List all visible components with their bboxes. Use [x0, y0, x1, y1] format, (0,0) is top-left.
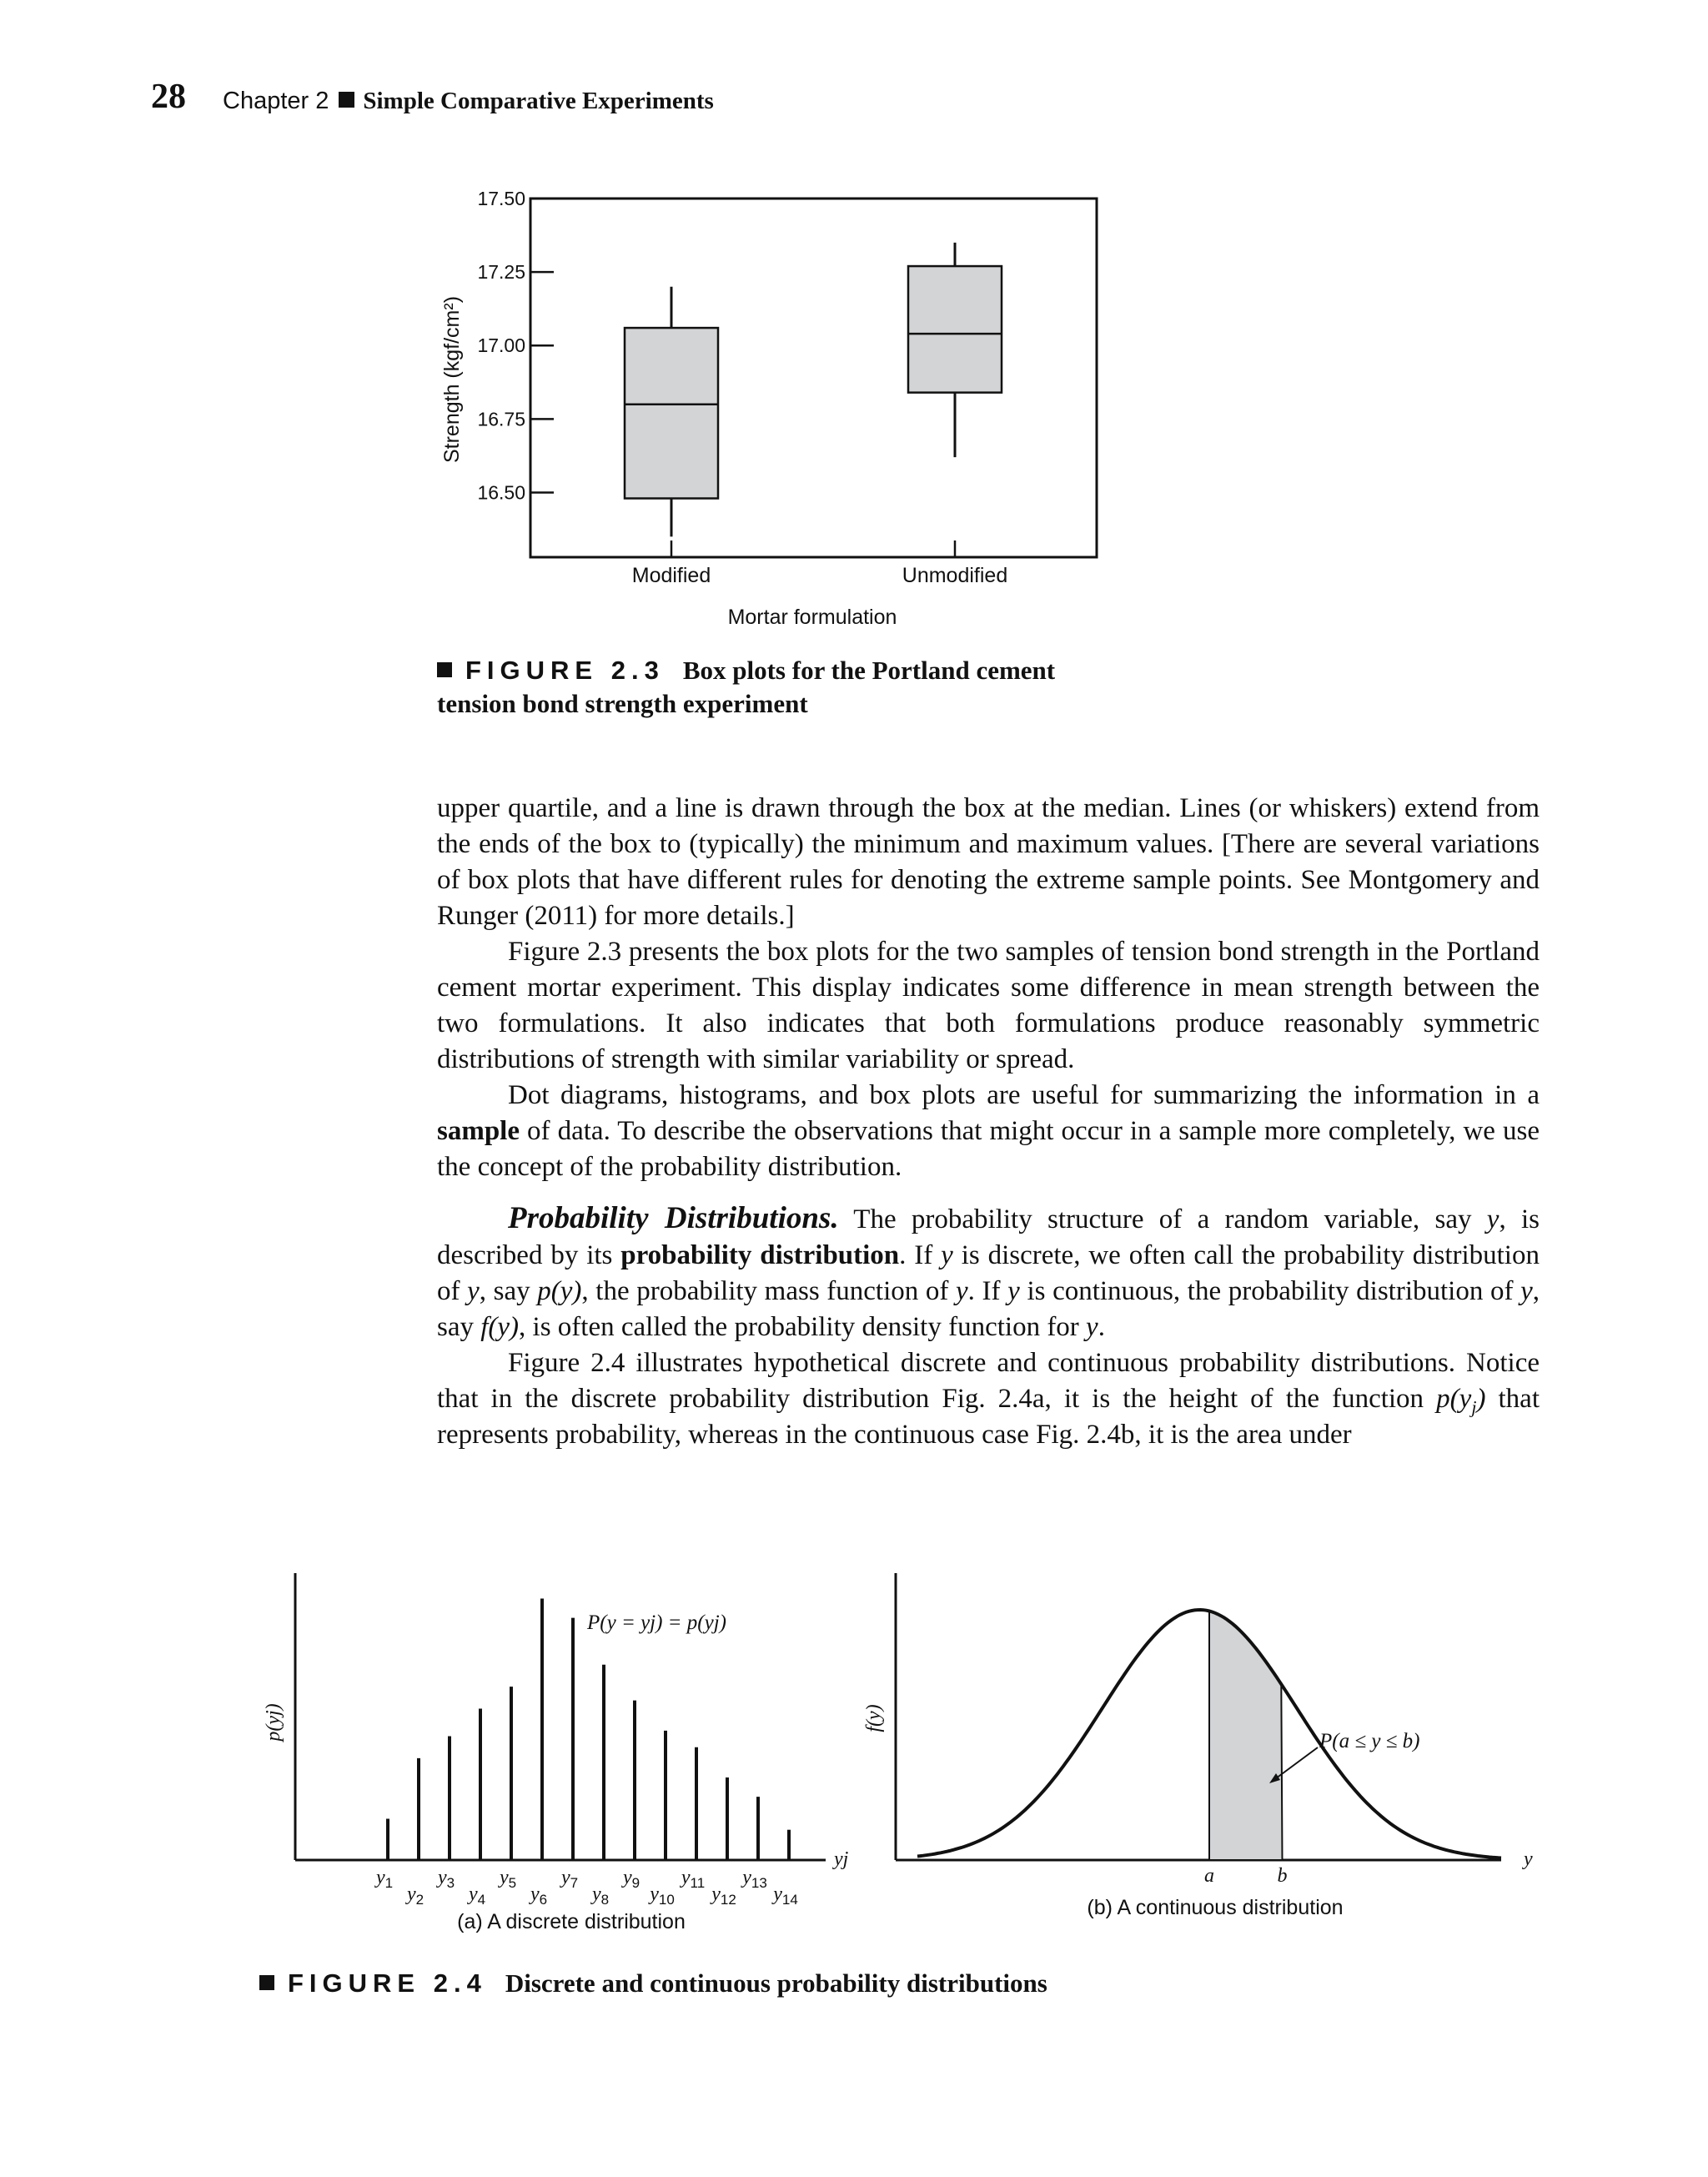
box-modified	[625, 328, 718, 498]
paragraph: Figure 2.3 presents the box plots for the two samples of tension bond strength in the Portland cement mortar experiment. This display indicates some difference in mean strength between the two formulations. It also indicates that both formulations produce reasonably symmetric distributions of strength with similar variability or spread.	[437, 937, 1540, 1074]
annotation: P(a ≤ y ≤ b)	[1319, 1730, 1420, 1752]
x-tick-labels	[374, 1867, 798, 1908]
figure-2-3-boxplot	[417, 184, 1126, 642]
figure-2-4b-continuous	[859, 1560, 1551, 1943]
shaded-area	[1209, 1611, 1283, 1861]
chapter-title: Simple Comparative Experiments	[363, 88, 714, 114]
y-tick-label: 17.00	[477, 334, 525, 357]
plot-frame	[530, 199, 1097, 557]
x-tick-label: $y_{11}$	[681, 1867, 706, 1891]
x-tick-label: $y_2$	[406, 1883, 424, 1908]
boxes	[625, 243, 1002, 536]
paragraph: Dot diagrams, histograms, and box plots are useful for summarizing the information in a sample of data. To describe the observations that might occur in a sample more completely, we use the concept of the probability distribution.	[437, 1080, 1540, 1182]
x-tick-label: $y_8$	[591, 1883, 610, 1908]
x-tick-label: $y_{14}$	[773, 1883, 798, 1908]
x-tick-label: Unmodified	[902, 564, 1008, 587]
x-tick-label: $y_6$	[530, 1883, 548, 1908]
running-header	[223, 88, 714, 115]
x-tick-label: $y_4$	[468, 1883, 486, 1908]
chart-subtitle: (b) A continuous distribution	[1087, 1896, 1344, 1919]
x-tick-label: $y_1$	[375, 1867, 394, 1891]
body-text	[437, 791, 1540, 1453]
x-tick-label: $y_7$	[560, 1867, 579, 1891]
x-axis	[632, 540, 1007, 587]
figure-label: FIGURE 2.3	[465, 656, 665, 685]
y-axis-label: f(y)	[863, 1704, 885, 1732]
paragraph: Figure 2.4 illustrates hypothetical discrete and continuous probability distributions. Notice that in the discrete probability distribution Fig. 2.4a, it is the height of the function $p(y_j)$ that represents probability, whereas in the continuous case Fig. 2.4b, it is the area under	[437, 1348, 1540, 1450]
x-axis-label: y	[1524, 1848, 1533, 1870]
x-tick-label: $y_{13}$	[742, 1867, 767, 1891]
y-axis-label: Strength (kgf/cm²)	[440, 295, 464, 464]
paragraph: Probability Distributions. The probability structure of a random variable, say y, is described by its probability distribution. If y is discrete, we often call the probability distribution of y, say p(y), the probability mass function of y. If y is continuous, the probability distribution of y, say f(y), is often called the probability density function for y.	[437, 1201, 1540, 1342]
annotation: P(y = yj) = p(yj)	[587, 1611, 726, 1634]
y-axis-label: p(yj)	[263, 1703, 284, 1742]
chart-subtitle: (a) A discrete distribution	[457, 1910, 686, 1933]
figure-2-3-caption	[437, 654, 1154, 721]
page-number: 28	[151, 78, 186, 116]
figure-label: FIGURE 2.4	[288, 1968, 487, 1998]
caption-text: tension bond strength experiment	[437, 689, 808, 718]
y-tick-label: 17.50	[477, 188, 525, 209]
bars	[388, 1599, 789, 1861]
x-axis-label: Mortar formulation	[727, 606, 897, 629]
interval-label-b: b	[1277, 1865, 1288, 1887]
figure-2-4a-discrete	[259, 1560, 867, 1943]
interval-label-a: a	[1204, 1865, 1214, 1887]
y-tick-label: 17.25	[477, 261, 525, 284]
box-unmodified	[908, 266, 1002, 393]
x-tick-label: $y_5$	[499, 1867, 517, 1891]
chapter-label: Chapter 2	[223, 88, 329, 114]
x-axis-label: yj	[834, 1848, 849, 1870]
y-axis	[477, 188, 554, 503]
x-tick-label: $y_{12}$	[711, 1883, 736, 1908]
x-tick-label: $y_3$	[437, 1867, 455, 1891]
section-heading: Probability Distributions.	[508, 1201, 839, 1235]
x-tick-label: $y_9$	[622, 1867, 640, 1891]
paragraph: upper quartile, and a line is drawn through the box at the median. Lines (or whiskers) extend from the ends of the box to (typically) the minimum and maximum values. [There are several variations of box plots that have different rules for denoting the extreme sample points. See Montgomery and Runger (2011) for more details.]	[437, 793, 1540, 931]
y-tick-label: 16.50	[477, 481, 525, 504]
x-tick-label: Modified	[631, 564, 711, 587]
caption-text: Box plots for the Portland cement	[682, 656, 1056, 685]
caption-text: Discrete and continuous probability distributions	[505, 1968, 1047, 1998]
square-bullet-icon	[339, 92, 354, 108]
figure-2-4-caption	[259, 1967, 1427, 2000]
square-bullet-icon	[259, 1975, 274, 1990]
square-bullet-icon	[437, 662, 452, 677]
y-tick-label: 16.75	[477, 408, 525, 430]
x-tick-label: $y_{10}$	[650, 1883, 675, 1908]
